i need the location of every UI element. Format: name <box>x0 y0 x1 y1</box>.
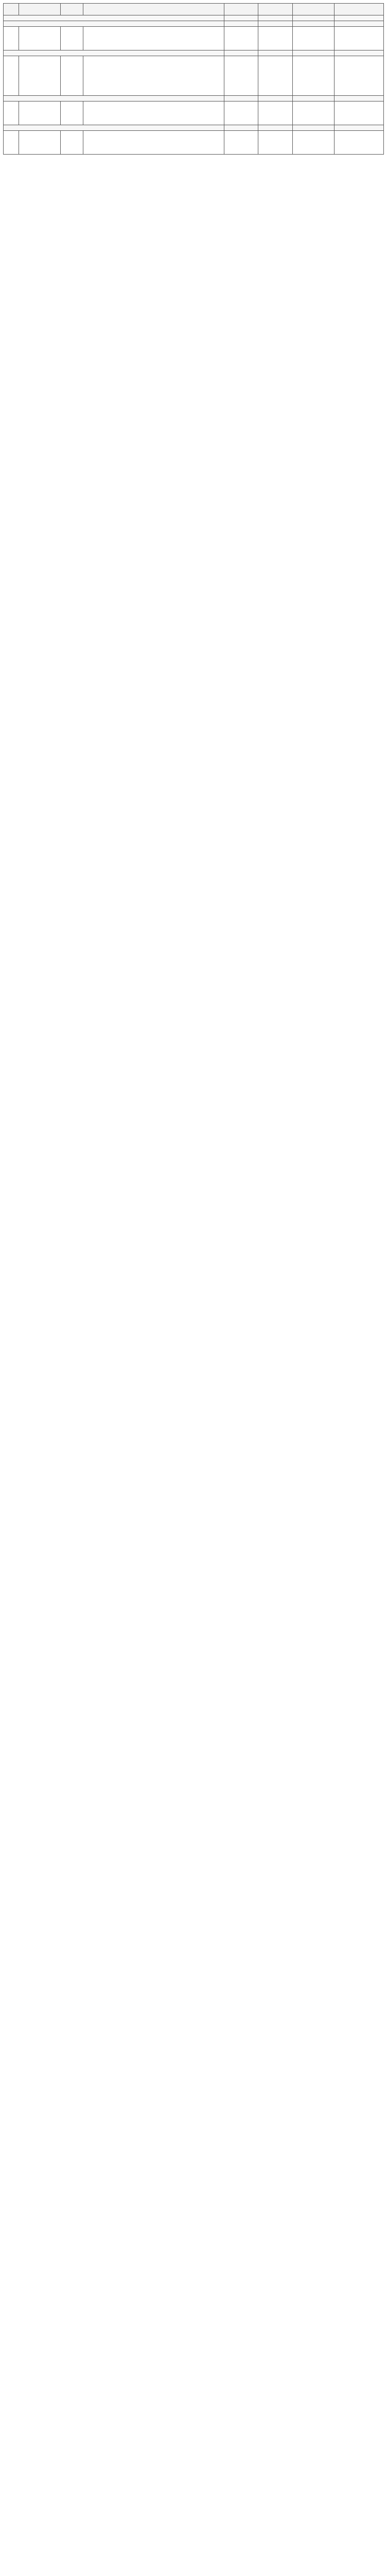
row-unit <box>334 27 383 50</box>
row-type <box>60 131 83 155</box>
section-row <box>4 50 384 56</box>
row-no <box>4 27 19 50</box>
summary-row <box>4 15 384 21</box>
section-plan <box>258 50 293 56</box>
section-total <box>224 50 258 56</box>
row-content <box>83 131 224 155</box>
section-label <box>4 21 224 27</box>
section-plan <box>258 21 293 27</box>
table-row <box>4 27 384 50</box>
header-period <box>292 4 334 15</box>
section-row <box>4 21 384 27</box>
header-no <box>4 4 19 15</box>
row-type <box>60 101 83 125</box>
row-no <box>4 131 19 155</box>
row-plan <box>258 101 293 125</box>
row-period <box>292 101 334 125</box>
row-total <box>224 56 258 96</box>
row-unit <box>334 131 383 155</box>
section-total <box>224 21 258 27</box>
row-type <box>60 56 83 96</box>
header-unit <box>334 4 383 15</box>
table-row <box>4 131 384 155</box>
row-plan <box>258 56 293 96</box>
row-unit <box>334 101 383 125</box>
row-name <box>19 131 60 155</box>
row-name <box>19 27 60 50</box>
row-plan <box>258 27 293 50</box>
section-total <box>224 96 258 101</box>
row-no <box>4 56 19 96</box>
summary-total <box>224 15 258 21</box>
header-total <box>224 4 258 15</box>
row-content <box>83 56 224 96</box>
row-type <box>60 27 83 50</box>
row-period <box>292 56 334 96</box>
table-row <box>4 56 384 96</box>
row-content <box>83 27 224 50</box>
project-table <box>3 3 384 155</box>
section-plan <box>258 125 293 131</box>
header-name <box>19 4 60 15</box>
header-plan <box>258 4 293 15</box>
section-label <box>4 125 224 131</box>
row-no <box>4 101 19 125</box>
header-content <box>83 4 224 15</box>
section-label <box>4 50 224 56</box>
row-total <box>224 27 258 50</box>
row-total <box>224 101 258 125</box>
row-total <box>224 131 258 155</box>
row-plan <box>258 131 293 155</box>
row-name <box>19 101 60 125</box>
row-content <box>83 101 224 125</box>
row-name <box>19 56 60 96</box>
section-label <box>4 96 224 101</box>
header-type <box>60 4 83 15</box>
document-page <box>3 3 384 155</box>
section-plan <box>258 96 293 101</box>
row-period <box>292 27 334 50</box>
summary-plan <box>258 15 293 21</box>
table-row <box>4 101 384 125</box>
summary-label <box>4 15 224 21</box>
table-header-row <box>4 4 384 15</box>
section-row <box>4 96 384 101</box>
row-unit <box>334 56 383 96</box>
section-total <box>224 125 258 131</box>
row-period <box>292 131 334 155</box>
section-row <box>4 125 384 131</box>
